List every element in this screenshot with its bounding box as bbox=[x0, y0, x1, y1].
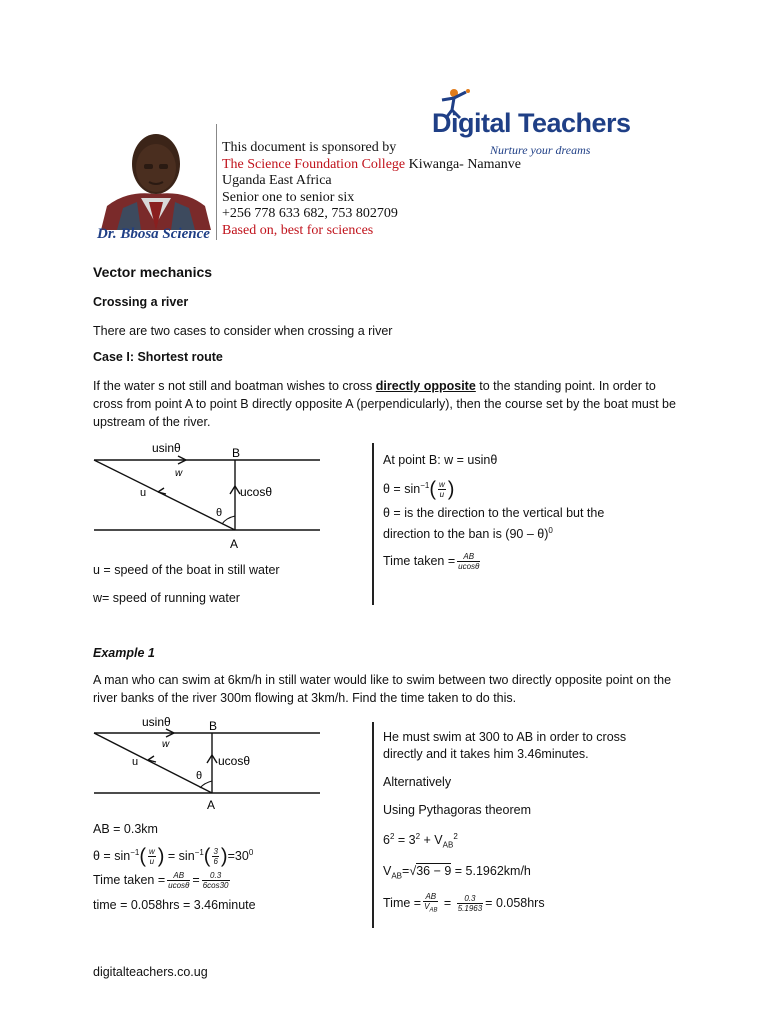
def-u: u = speed of the boat in still water bbox=[93, 563, 280, 577]
case1-paragraph bbox=[93, 377, 678, 431]
section-heading: Crossing a river bbox=[93, 295, 189, 309]
case1-divider bbox=[372, 443, 374, 605]
digital-teachers-logo bbox=[430, 86, 631, 166]
country-line: Uganda East Africa bbox=[222, 173, 332, 188]
label-b: B bbox=[232, 446, 241, 460]
diagonal-u bbox=[94, 460, 235, 530]
label-usin: usinθ bbox=[142, 715, 171, 729]
def-w: w= speed of running water bbox=[93, 591, 240, 605]
direction-note: θ = is the direction to the vertical but the direction to the ban is (90 – θ)$^0$ bbox=[383, 506, 605, 542]
label-w: w bbox=[162, 739, 170, 750]
swim-statement: He must swim at 300 to AB in order to cross directly and it takes him 3.46minutes. bbox=[383, 730, 627, 761]
theta-arc bbox=[200, 781, 212, 788]
alternatively: Alternatively bbox=[383, 775, 452, 789]
label-u: u bbox=[140, 487, 147, 499]
time-calc: Time taken = $\frac{AB}{ucos\theta}$ = $\frac{0.3}{6\cos 30}$ bbox=[93, 871, 229, 891]
label-a: A bbox=[207, 798, 216, 812]
footer-url[interactable]: digitalteachers.co.ug bbox=[93, 965, 208, 979]
label-u: u bbox=[132, 756, 139, 768]
label-a: A bbox=[230, 537, 239, 551]
label-theta: θ bbox=[196, 770, 203, 782]
example1-left-work bbox=[93, 821, 363, 914]
case1-right-column bbox=[383, 452, 673, 571]
inverse-sup: −1 bbox=[420, 481, 430, 490]
label-usin: usinθ bbox=[152, 441, 181, 455]
sponsor-line: This document is sponsored by bbox=[222, 140, 397, 155]
case1-text-b: to the standing point. In order to cross from point A to point B directly opposite A (perpendicularly), then the course set by the boat must be upstream of the river. bbox=[93, 379, 676, 429]
college-location: Kiwanga- Namanve bbox=[405, 156, 521, 172]
case1-heading: Case I: Shortest route bbox=[93, 350, 223, 364]
based-on-line: Based on, best for sciences bbox=[222, 223, 374, 238]
college-name: The Science Foundation College bbox=[222, 156, 406, 172]
intro-text: There are two cases to consider when crossing a river bbox=[93, 324, 393, 338]
case1-text-a: If the water s not still and boatman wishes to cross bbox=[93, 379, 376, 393]
w-over-u: $\frac{w}{u}$ bbox=[438, 480, 445, 500]
time-alt: Time = $\frac{AB}{V_{AB}}$ = $\frac{0.3}{5.1963}$ = 0.058hrs bbox=[383, 892, 545, 914]
example1-heading: Example 1 bbox=[93, 646, 155, 660]
vab-calc: $V_{AB}=√36 - 9 = 5.1962km/h$ bbox=[383, 863, 531, 881]
diagonal-u bbox=[94, 733, 212, 793]
logo-text: Digital Teachers bbox=[432, 108, 631, 138]
case1-emphasis: directly opposite bbox=[375, 379, 476, 393]
label-w: w bbox=[175, 468, 183, 479]
phone-line: +256 778 633 682, 753 802709 bbox=[222, 206, 398, 221]
w-over-u: $\frac{w}{u}$ bbox=[148, 847, 155, 867]
pythagoras: Using Pythagoras theorem bbox=[383, 803, 531, 817]
ab-value: AB = 0.3km bbox=[93, 822, 158, 836]
point3-over-5196: $\frac{0.3}{5.1963}$ bbox=[457, 894, 483, 914]
photo-caption: Dr. Bbosa Science bbox=[97, 226, 210, 242]
label-theta: θ bbox=[216, 507, 223, 519]
example1-right-column bbox=[383, 729, 673, 916]
example1-problem: A man who can swim at 6km/h in still water would like to swim between two directly opposite point on the river banks of the river 300m flowing at 3km/h. Find the time taken to do this. bbox=[93, 673, 672, 705]
time-result: time = 0.058hrs = 3.46minute bbox=[93, 898, 256, 913]
label-b: B bbox=[209, 719, 218, 733]
logo-tagline: Nurture your dreams bbox=[490, 143, 591, 157]
header-divider bbox=[216, 124, 217, 240]
point-b-line: At point B: w = usinθ bbox=[383, 453, 498, 467]
theta-formula: $\theta = \sin^{-1}$( $\frac{w}{u}$ ) bbox=[383, 478, 455, 501]
ab-over-ucos: $\frac{AB}{ucos\theta}$ bbox=[458, 551, 480, 571]
river-diagram-2 bbox=[92, 713, 332, 813]
levels-line: Senior one to senior six bbox=[222, 189, 355, 205]
theta-arc bbox=[222, 516, 235, 524]
label-ucos: ucosθ bbox=[240, 485, 273, 499]
theta-calc: $\theta = \sin^{-1}$( $\frac{w}{u}$ ) = $\sin^{-1}$( $\frac{3}{6}$ )$=30^0$ bbox=[93, 845, 254, 868]
time-formula: Time taken = $\frac{AB}{ucos\theta}$ bbox=[383, 551, 480, 571]
ab-over-ucos: $\frac{AB}{ucos\theta}$ bbox=[168, 871, 190, 891]
theta-lhs: θ = sin bbox=[383, 482, 421, 497]
river-diagram-1 bbox=[92, 438, 332, 554]
example1-divider bbox=[372, 722, 374, 928]
pyth-equation: $6^2 = 3^2 + V_{AB}^2$ bbox=[383, 832, 458, 850]
point3-over-6cos30: $\frac{0.3}{6\cos 30}$ bbox=[202, 871, 229, 891]
label-ucos: ucosθ bbox=[218, 754, 251, 768]
ab-over-vab: $\frac{AB}{V_{AB}}$ bbox=[424, 892, 438, 914]
author-photo bbox=[97, 124, 215, 230]
three-over-six: $\frac{3}{6}$ bbox=[213, 847, 218, 867]
page-title: Vector mechanics bbox=[93, 264, 213, 280]
